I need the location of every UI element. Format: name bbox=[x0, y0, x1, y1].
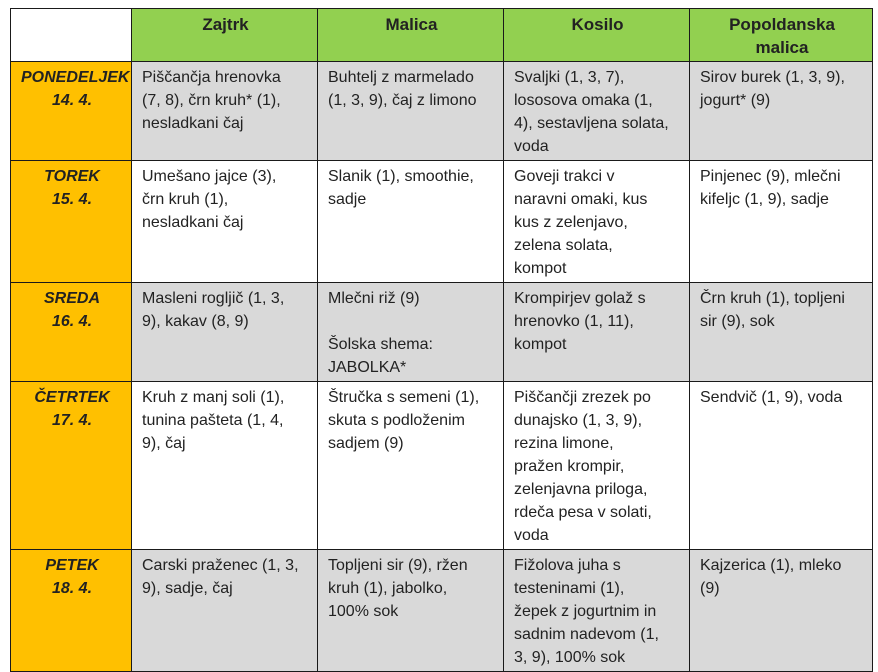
day-row-sreda bbox=[11, 283, 873, 382]
zajtrk-cell: Carski praženec (1, 3, 9), sadje, čaj bbox=[132, 550, 318, 672]
kosilo-cell: Krompirjev golaž s hrenovko (1, 11), kompot bbox=[504, 283, 690, 382]
day-date: 16. 4. bbox=[51, 313, 93, 330]
day-date: 18. 4. bbox=[51, 580, 93, 597]
day-label bbox=[11, 161, 132, 283]
popoldanska-cell: Črn kruh (1), topljeni sir (9), sok bbox=[690, 283, 873, 382]
day-date: 15. 4. bbox=[51, 191, 93, 208]
day-row-cetrtek bbox=[11, 382, 873, 550]
header-zajtrk: Zajtrk bbox=[132, 9, 318, 62]
day-label bbox=[11, 382, 132, 550]
malica-cell: Slanik (1), smoothie, sadje bbox=[318, 161, 504, 283]
kosilo-cell: Goveji trakci v naravni omaki, kus kus z zelenjavo, zelena solata, kompot bbox=[504, 161, 690, 283]
weekly-menu-table bbox=[10, 8, 873, 672]
day-label bbox=[11, 283, 132, 382]
day-row-torek bbox=[11, 161, 873, 283]
day-name: PETEK bbox=[45, 557, 99, 574]
popoldanska-cell: Kajzerica (1), mleko (9) bbox=[690, 550, 873, 672]
header-popoldanska-malica: Popoldanska malica bbox=[690, 9, 873, 62]
day-label bbox=[11, 550, 132, 672]
day-label bbox=[11, 62, 132, 161]
malica-cell: Mlečni riž (9) Šolska shema: JABOLKA* bbox=[318, 283, 504, 382]
day-date: 14. 4. bbox=[51, 92, 93, 109]
day-name: ČETRTEK bbox=[34, 389, 110, 406]
day-name: TOREK bbox=[44, 168, 100, 185]
zajtrk-cell: Piščančja hrenovka (7, 8), črn kruh* (1), nesladkani čaj bbox=[132, 62, 318, 161]
zajtrk-cell: Umešano jajce (3), črn kruh (1), nesladkani čaj bbox=[132, 161, 318, 283]
header-malica: Malica bbox=[318, 9, 504, 62]
zajtrk-cell: Kruh z manj soli (1), tunina pašteta (1, 4, 9), čaj bbox=[132, 382, 318, 550]
school-scheme-note: Šolska shema: JABOLKA* bbox=[328, 336, 433, 376]
kosilo-cell: Piščančji zrezek po dunajsko (1, 3, 9), rezina limone, pražen krompir, zelenjavna priloga, rdeča pesa v solati, voda bbox=[504, 382, 690, 550]
popoldanska-cell: Sirov burek (1, 3, 9), jogurt* (9) bbox=[690, 62, 873, 161]
kosilo-cell: Svaljki (1, 3, 7), lososova omaka (1, 4), sestavljena solata, voda bbox=[504, 62, 690, 161]
malica-cell: Štručka s semeni (1), skuta s podloženim sadjem (9) bbox=[318, 382, 504, 550]
popoldanska-cell: Sendvič (1, 9), voda bbox=[690, 382, 873, 550]
day-name: SREDA bbox=[43, 290, 100, 307]
zajtrk-cell: Masleni rogljič (1, 3, 9), kakav (8, 9) bbox=[132, 283, 318, 382]
popoldanska-cell: Pinjenec (9), mlečni kifeljc (1, 9), sadje bbox=[690, 161, 873, 283]
malica-cell: Buhtelj z marmelado (1, 3, 9), čaj z limono bbox=[318, 62, 504, 161]
day-name: PONEDELJEK bbox=[21, 69, 130, 86]
day-date: 17. 4. bbox=[51, 412, 93, 429]
header-kosilo: Kosilo bbox=[504, 9, 690, 62]
day-row-ponedeljek bbox=[11, 62, 873, 161]
day-row-petek bbox=[11, 550, 873, 672]
kosilo-cell: Fižolova juha s testeninami (1), žepek z jogurtnim in sadnim nadevom (1, 3, 9), 100% sok bbox=[504, 550, 690, 672]
header-corner bbox=[11, 9, 132, 62]
header-row bbox=[11, 9, 873, 62]
malica-cell: Topljeni sir (9), ržen kruh (1), jabolko, 100% sok bbox=[318, 550, 504, 672]
